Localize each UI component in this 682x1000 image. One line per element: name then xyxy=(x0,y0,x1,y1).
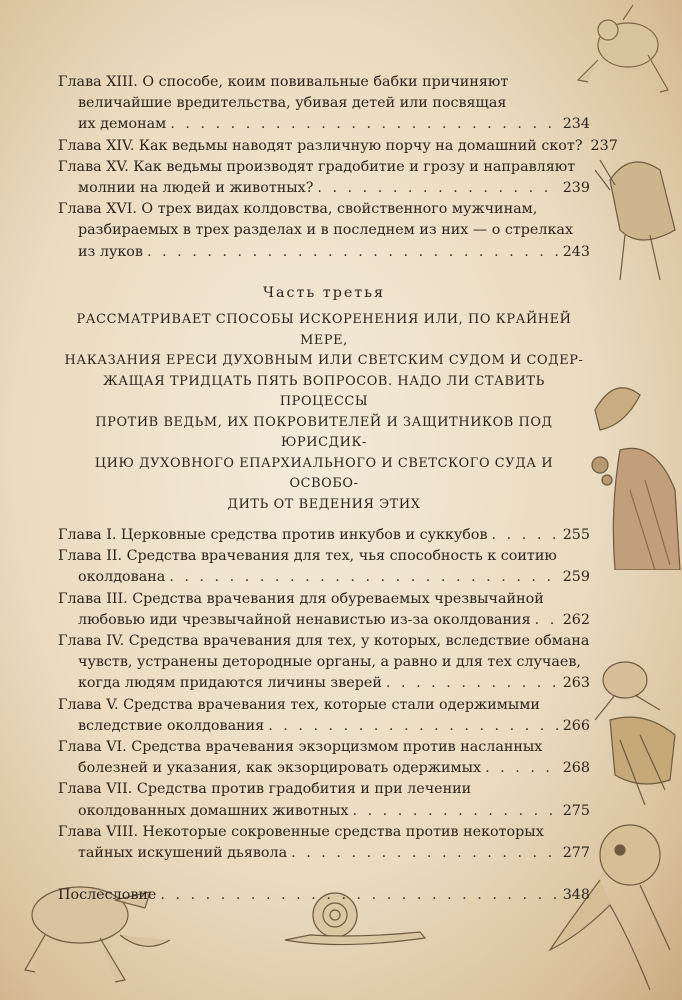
description-line: ДИТЬ ОТ ВЕДЕНИЯ ЭТИХ xyxy=(227,496,421,512)
toc-line: околдована xyxy=(78,569,166,586)
toc-line: Глава I. Церковные средства против инкубов и суккубов xyxy=(58,527,488,544)
page-number: 266 xyxy=(562,717,590,734)
toc-entry-chapter-i[interactable] xyxy=(58,525,590,546)
page-number: 237 xyxy=(590,137,618,154)
toc-line: тайных искушений дьявола xyxy=(78,845,288,862)
toc-line: Глава VI. Средства врачевания экзорцизмом против насланных xyxy=(58,739,543,756)
page-number: 348 xyxy=(562,887,590,904)
dot-leader xyxy=(386,673,559,694)
toc-entry-chapter-iii[interactable] xyxy=(58,589,590,631)
part3-heading: Часть третья xyxy=(262,284,386,301)
toc-entry-chapter-iv[interactable] xyxy=(58,631,590,695)
toc-entry-chapter-ii[interactable] xyxy=(58,546,590,588)
page-number: 275 xyxy=(562,802,590,819)
dot-leader xyxy=(535,610,559,631)
toc-line: Глава XIII. О способе, коим повивальные бабки причиняют xyxy=(58,74,509,90)
dot-leader xyxy=(485,758,559,779)
dot-leader xyxy=(353,801,559,822)
vessel-figure-illustration xyxy=(585,370,682,570)
dot-leader xyxy=(160,885,558,906)
toc-entry-chapter-xv[interactable] xyxy=(58,157,590,199)
part2-chapter-list xyxy=(58,72,618,263)
dot-leader xyxy=(147,242,559,263)
toc-entry-chapter-xiv[interactable] xyxy=(58,136,618,157)
dot-leader xyxy=(169,567,558,588)
page-number: 277 xyxy=(562,845,590,862)
toc-line: Глава XIV. Как ведьмы наводят различную порчу на домашний скот? xyxy=(58,137,583,154)
toc-line: любовью иди чрезвычайной ненавистью из-за околдования xyxy=(78,611,531,628)
toc-line: вследствие околдования xyxy=(78,717,265,734)
page-number: 255 xyxy=(562,527,590,544)
toc-line: Глава II. Средства врачевания для тех, чья способность к соитию xyxy=(58,548,557,565)
toc-entry-chapter-xiii[interactable] xyxy=(58,72,590,136)
toc-line: разбираемых в трех разделах и в последнем из них — о стрелках xyxy=(78,222,574,239)
toc-entry-chapter-vi[interactable] xyxy=(58,737,590,779)
toc-line: когда людям придаются личины зверей xyxy=(78,675,382,692)
toc-line: Послесловие xyxy=(58,887,157,904)
toc-entry-chapter-vii[interactable] xyxy=(58,779,590,821)
description-line: РАССМАТРИВАЕТ СПОСОБЫ ИСКОРЕНЕНИЯ ИЛИ, ПО КРАЙНЕЙ МЕРЕ, xyxy=(76,312,572,348)
dot-leader xyxy=(268,716,559,737)
page-number: 239 xyxy=(562,180,590,197)
description-line: ЦИЮ ДУХОВНОГО ЕПАРХИАЛЬНОГО И СВЕТСКОГО СУДА И ОСВОБО- xyxy=(94,455,554,492)
toc-entry-chapter-xvi[interactable] xyxy=(58,199,590,263)
hooded-figure-illustration xyxy=(580,140,682,290)
toc-line: Глава XVI. О трех видах колдовства, свойственного мужчинам, xyxy=(58,201,538,218)
toc-line: Глава V. Средства врачевания тех, которые стали одержимыми xyxy=(58,696,540,713)
toc-line: Глава VIII. Некоторые сокровенные средства против некоторых xyxy=(58,823,544,840)
page-number: 262 xyxy=(562,611,590,628)
toc-line: болезней и указания, как экзорцировать одержимых xyxy=(78,760,482,777)
description-line: ПРОТИВ ВЕДЬМ, ИХ ПОКРОВИТЕЛЕЙ И ЗАЩИТНИКОВ ПОД ЮРИСДИК- xyxy=(95,414,553,451)
part3-chapter-list xyxy=(58,525,590,864)
toc-entry-afterword[interactable] xyxy=(58,885,590,906)
toc-line: чувств, устранены детородные органы, а равно и для тех случаев, xyxy=(78,654,581,671)
dot-leader xyxy=(317,178,558,199)
description-line: НАКАЗАНИЯ ЕРЕСИ ДУХОВНЫМ ИЛИ СВЕТСКИМ СУДОМ И СОДЕР- xyxy=(64,353,584,369)
part3-description xyxy=(64,310,584,515)
page-number: 268 xyxy=(562,760,590,777)
page-number: 234 xyxy=(562,116,590,133)
toc-line: Глава VII. Средства против градобития и при лечении xyxy=(58,781,472,798)
dot-leader xyxy=(291,843,559,864)
description-line: ЖАЩАЯ ТРИДЦАТЬ ПЯТЬ ВОПРОСОВ. НАДО ЛИ СТАВИТЬ ПРОЦЕССЫ xyxy=(103,373,545,410)
page-number: 243 xyxy=(562,243,590,260)
toc-line: из луков xyxy=(78,243,143,260)
toc-line: Глава XV. Как ведьмы производят градобитие и грозу и направляют xyxy=(58,158,576,175)
toc-line: околдованных домашних животных xyxy=(78,802,349,819)
toc-line: молнии на людей и животных? xyxy=(78,180,314,197)
toc-entry-chapter-viii[interactable] xyxy=(58,822,590,864)
table-of-contents xyxy=(58,72,618,906)
page-number: 263 xyxy=(562,675,590,692)
toc-line: Глава IV. Средства врачевания для тех, у которых, вследствие обмана xyxy=(58,633,590,650)
page-number: 259 xyxy=(562,569,590,586)
dot-leader xyxy=(492,525,559,546)
toc-line: их демонам xyxy=(78,116,167,133)
toc-line: величайшие вредительства, убивая детей или посвящая xyxy=(78,95,507,112)
toc-entry-chapter-v[interactable] xyxy=(58,695,590,737)
dot-leader xyxy=(170,114,558,135)
toc-line: Глава III. Средства врачевания для обуреваемых чрезвычайной xyxy=(58,590,544,607)
barrel-creature-illustration xyxy=(585,640,682,810)
